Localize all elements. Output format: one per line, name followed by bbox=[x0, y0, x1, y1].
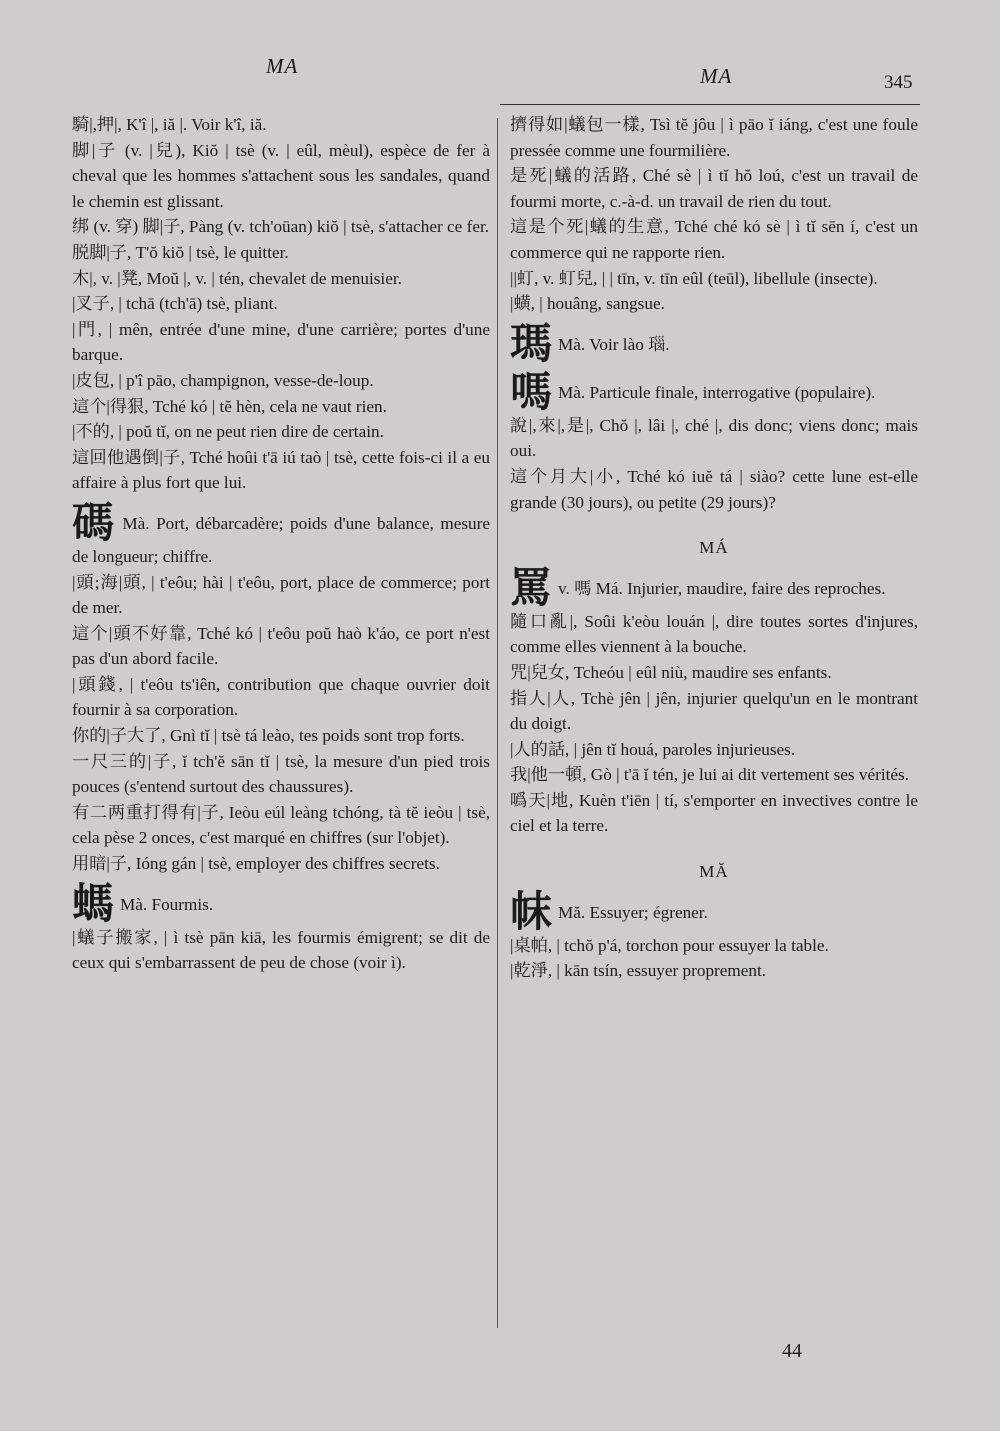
entry-text: 脚|子 (v. |兒), Kiŏ | tsè (v. | eûl, mèul), espèce de fer à cheval que les hommes s'attachent sous les sandales, quand le chemin est glissant. bbox=[72, 140, 490, 211]
compound-entry bbox=[510, 933, 918, 959]
entry-text: 你的|子大了, Gnì tĭ | tsè tá leào, tes poids sont trop forts. bbox=[72, 726, 465, 746]
entry-text: 這个月大|小, Tché kó iuĕ tá | siào? cette lune est-elle grande (30 jours), ou petite (29 jours)? bbox=[510, 466, 918, 512]
compound-entry bbox=[510, 686, 918, 737]
entry-text: 這回他遇倒|子, Tché hoûi t'ā iú taò | tsè, cette fois-ci il a eu affaire à plus fort que lui. bbox=[72, 447, 490, 493]
entry-text: |人的話, | jên tĭ houá, paroles injurieuses. bbox=[510, 739, 796, 759]
compound-entry bbox=[72, 445, 490, 496]
headword-entry bbox=[72, 881, 490, 928]
compound-entry bbox=[510, 413, 918, 464]
compound-entry bbox=[510, 762, 918, 788]
entry-text: |皮包, | p'î pāo, champignon, vesse-de-loup. bbox=[72, 370, 374, 390]
compound-entry bbox=[72, 112, 490, 138]
entry-text: 一尺三的|子, ĭ tch'ĕ sān tĭ | tsè, la mesure d'un pied trois pouces (s'entend surtout des chaussures). bbox=[72, 751, 490, 797]
entry-text: Mà. Particule finale, interrogative (populaire). bbox=[558, 382, 876, 402]
entry-text: Mà. Port, débarcadère; poids d'une balance, mesure de longueur; chiffre. bbox=[72, 513, 490, 566]
entry-text: 脱脚|子, T'ŏ kiŏ | tsè, le quitter. bbox=[72, 242, 289, 262]
headword-entry bbox=[72, 500, 490, 570]
entry-text: Mà. Fourmis. bbox=[120, 894, 214, 914]
entry-text: |頭錢, | t'eôu ts'iên, contribution que chaque ouvrier doit fournir à sa corporation. bbox=[72, 674, 490, 720]
compound-entry bbox=[510, 958, 918, 984]
entry-text: 這个|得狠, Tché kó | tĕ hèn, cela ne vaut rien. bbox=[72, 396, 387, 416]
headword-character: 碼 bbox=[72, 500, 117, 547]
entry-text: |乾淨, | kān tsín, essuyer proprement. bbox=[510, 961, 767, 981]
entry-text: |頭;海|頭, | t'eôu; hài | t'eôu, port, place de commerce; port de mer. bbox=[72, 572, 490, 618]
entry-text: v. 嗎 Má. Injurier, maudire, faire des reproches. bbox=[558, 578, 886, 598]
compound-entry bbox=[72, 240, 490, 266]
entry-text: |不的, | poŭ tĭ, on ne peut rien dire de certain. bbox=[72, 422, 384, 442]
compound-entry bbox=[510, 214, 918, 265]
compound-entry bbox=[72, 621, 490, 672]
headword-entry bbox=[510, 565, 918, 612]
compound-entry bbox=[510, 291, 918, 317]
entry-text: 隨口亂|, Soûi k'eòu louán |, dire toutes sortes d'injures, comme elles viennent à la bouche. bbox=[510, 611, 918, 657]
compound-entry bbox=[72, 570, 490, 621]
entry-text: 我|他一頓, Gò | t'ā ĭ tén, je lui ai dit vertement ses vérités. bbox=[510, 765, 909, 785]
entry-text: |叉子, | tchā (tch'ā) tsè, pliant. bbox=[72, 294, 278, 314]
headword-character: 螞 bbox=[72, 881, 115, 928]
headword-character: 嗎 bbox=[510, 369, 553, 416]
entry-text: 用暗|子, Ióng gán | tsè, employer des chiffres secrets. bbox=[72, 854, 440, 874]
entry-text: 指人|人, Tchè jên | jên, injurier quelqu'un en le montrant du doigt. bbox=[510, 688, 918, 734]
page-number: 345 bbox=[884, 72, 913, 93]
entry-text: 這是个死|蟻的生意, Tché ché kó sè | ì tĭ sēn í, c'est un commerce qui ne rapporte rien. bbox=[510, 217, 918, 262]
entry-text: 是死|蟻的活路, Ché sè | ì tĭ hŏ loú, c'est un travail de fourmi morte, c.-à-d. un travail de rien du tout. bbox=[510, 166, 918, 211]
entry-text: |桌帕, | tchŏ p'á, torchon pour essuyer la table. bbox=[510, 935, 829, 955]
compound-entry bbox=[510, 464, 918, 515]
compound-entry bbox=[72, 394, 490, 420]
sheet-number: 44 bbox=[782, 1340, 802, 1362]
headword-character: 瑪 bbox=[510, 321, 553, 368]
compound-entry bbox=[72, 419, 490, 445]
entry-text: 木|, v. |凳, Moŭ |, v. | tén, chevalet de menuisier. bbox=[72, 268, 402, 288]
compound-entry bbox=[510, 609, 918, 660]
entry-text: 有二两重打得有|子, Ieòu eúl leàng tchóng, tà tĕ ieòu | tsè, cela pèse 2 onces, c'est marqué en chiffres (sur l'objet). bbox=[72, 802, 490, 848]
compound-entry bbox=[72, 851, 490, 877]
headword-character: 罵 bbox=[510, 565, 553, 612]
entry-text: 說|,來|,是|, Chŏ |, lâi |, ché |, dis donc; viens donc; mais oui. bbox=[510, 415, 918, 461]
headword-character: 帓 bbox=[510, 889, 553, 936]
right-column bbox=[510, 112, 918, 984]
compound-entry bbox=[510, 788, 918, 839]
entry-text: ||虰, v. 虰兒, | | tīn, v. tīn eûl (teūl), libellule (insecte). bbox=[510, 268, 878, 288]
compound-entry bbox=[510, 737, 918, 763]
tone-heading: MĂ bbox=[699, 862, 729, 882]
entry-text: 這个|頭不好靠, Tché kó | t'eôu poŭ haò k'áo, ce port n'est pas d'un abord facile. bbox=[72, 623, 490, 669]
entry-text: 擠得如|蟻包一樣, Tsì tĕ jôu | ì pāo ĭ iáng, c'est une foule pressée comme une fourmilière. bbox=[510, 115, 918, 160]
compound-entry bbox=[510, 266, 918, 292]
left-running-head: MA bbox=[266, 54, 299, 78]
entry-text: Mà. Voir lào 瑙. bbox=[558, 334, 670, 354]
compound-entry bbox=[72, 672, 490, 723]
entry-text: 騎|,押|, K'î |, iă |. Voir k'î, iă. bbox=[72, 115, 267, 134]
entry-text: 噅天|地, Kuèn t'iēn | tí, s'emporter en invectives contre le ciel et la terre. bbox=[510, 790, 918, 836]
compound-entry bbox=[510, 112, 918, 163]
entry-text: Mă. Essuyer; égrener. bbox=[558, 902, 708, 922]
compound-entry bbox=[72, 291, 490, 317]
left-column bbox=[72, 112, 490, 976]
entry-text: |門, | mên, entrée d'une mine, d'une carrière; portes d'une barque. bbox=[72, 319, 490, 365]
compound-entry bbox=[72, 266, 490, 292]
compound-entry bbox=[510, 163, 918, 214]
compound-entry bbox=[72, 368, 490, 394]
entry-text: 咒|兒女, Tcheóu | eûl niù, maudire ses enfants. bbox=[510, 662, 832, 682]
right-running-head: MA bbox=[700, 64, 733, 88]
compound-entry bbox=[72, 317, 490, 368]
headword-entry bbox=[510, 889, 918, 936]
compound-entry bbox=[72, 138, 490, 215]
compound-entry bbox=[72, 800, 490, 851]
compound-entry bbox=[72, 723, 490, 749]
compound-entry bbox=[72, 925, 490, 976]
compound-entry bbox=[72, 749, 490, 800]
compound-entry bbox=[510, 660, 918, 686]
entry-text: |蟥, | houâng, sangsue. bbox=[510, 294, 665, 314]
header-rule bbox=[500, 104, 920, 105]
headword-entry bbox=[510, 369, 918, 416]
tone-heading: MÁ bbox=[699, 538, 729, 558]
entry-text: 绑 (v. 穿) 脚|子, Pàng (v. tch'oūan) kiŏ | tsè, s'attacher ce fer. bbox=[72, 217, 490, 237]
entry-text: |蟻子搬家, | ì tsè pān kiā, les fourmis émigrent; se dit de ceux qui s'embarrassent de peu de chose (voir ì). bbox=[72, 927, 490, 973]
column-divider bbox=[497, 118, 498, 1328]
compound-entry bbox=[72, 214, 490, 240]
headword-entry bbox=[510, 321, 918, 368]
